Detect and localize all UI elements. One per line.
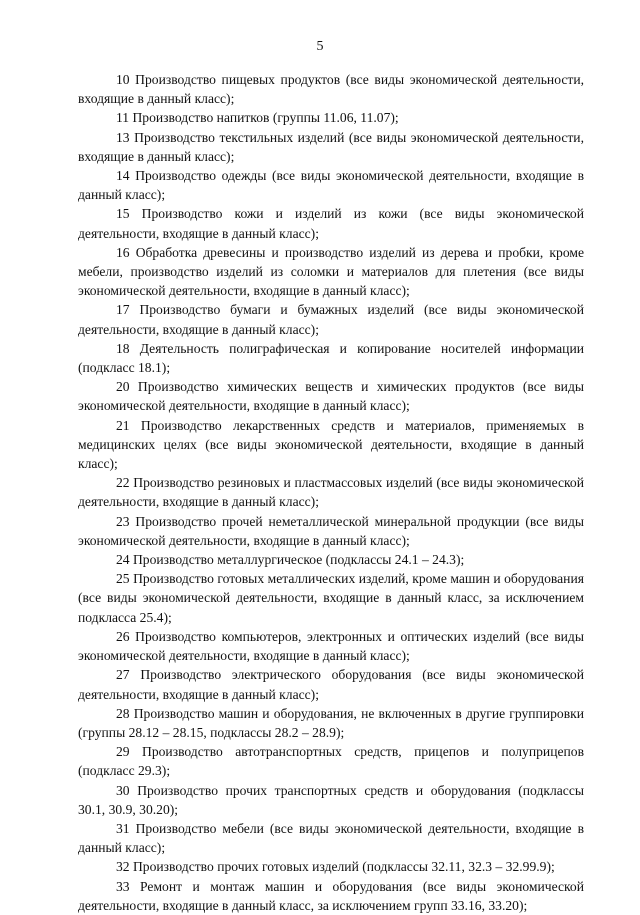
document-body	[78, 70, 584, 915]
list-item: 29 Производство автотранспортных средств, прицепов и полуприцепов (подкласс 29.3);	[78, 744, 584, 779]
list-item: 21 Производство лекарственных средств и материалов, применяемых в медицинских целях (все виды экономической деятельности, входящие в данный класс);	[78, 417, 584, 472]
list-item: 33 Ремонт и монтаж машин и оборудования (все виды экономической деятельности, входящие в данный класс, за исключением групп 33.16, 33.20);	[78, 878, 584, 913]
list-item: 31 Производство мебели (все виды экономической деятельности, входящие в данный класс);	[78, 820, 584, 856]
list-item: 20 Производство химических веществ и химических продуктов (все виды экономической деятельности, входящие в данный класс);	[78, 379, 584, 414]
list-item: 26 Производство компьютеров, электронных и оптических изделий (все виды экономической деятельности, входящие в данный класс);	[78, 628, 584, 664]
list-item: 15 Производство кожи и изделий из кожи (все виды экономической деятельности, входящие в данный класс);	[78, 206, 584, 241]
list-item: 30 Производство прочих транспортных средств и оборудования (подклассы 30.1, 30.9, 30.20);	[78, 782, 584, 817]
list-item: 10 Производство пищевых продуктов (все виды экономической деятельности, входящие в данный класс);	[78, 72, 584, 107]
list-item: 11 Производство напитков (группы 11.06, 11.07);	[116, 110, 399, 126]
list-item: 23 Производство прочей неметаллической минеральной продукции (все виды экономической деятельности, входящие в данный класс);	[78, 513, 584, 548]
list-item: 14 Производство одежды (все виды экономической деятельности, входящие в данный класс);	[78, 168, 584, 203]
list-item: 32 Производство прочих готовых изделий (подклассы 32.11, 32.3 – 32.99.9);	[116, 859, 555, 875]
list-item: 18 Деятельность полиграфическая и копирование носителей информации (подкласс 18.1);	[78, 340, 584, 376]
list-item: 28 Производство машин и оборудования, не включенных в другие группировки (группы 28.12 – 28.15, подклассы 28.2 – 28.9);	[78, 705, 584, 740]
list-item: 17 Производство бумаги и бумажных изделий (все виды экономической деятельности, входящие в данный класс);	[78, 302, 584, 337]
list-item: 16 Обработка древесины и производство изделий из дерева и пробки, кроме мебели, производство изделий из соломки и материалов для плетения (все виды экономической деятельности, входящие в данный класс);	[78, 244, 584, 299]
list-item: 13 Производство текстильных изделий (все виды экономической деятельности, входящие в данный класс);	[78, 129, 584, 164]
list-item: 24 Производство металлургическое (подклассы 24.1 – 24.3);	[116, 552, 465, 568]
list-item: 22 Производство резиновых и пластмассовых изделий (все виды экономической деятельности, входящие в данный класс);	[78, 475, 584, 510]
list-item: 25 Производство готовых металлических изделий, кроме машин и оборудования (все виды экономической деятельности, входящие в данный класс, за исключением подкласса 25.4);	[78, 571, 584, 625]
page-number: 5	[316, 39, 324, 54]
list-item: 27 Производство электрического оборудования (все виды экономической деятельности, входящие в данный класс);	[78, 667, 584, 702]
